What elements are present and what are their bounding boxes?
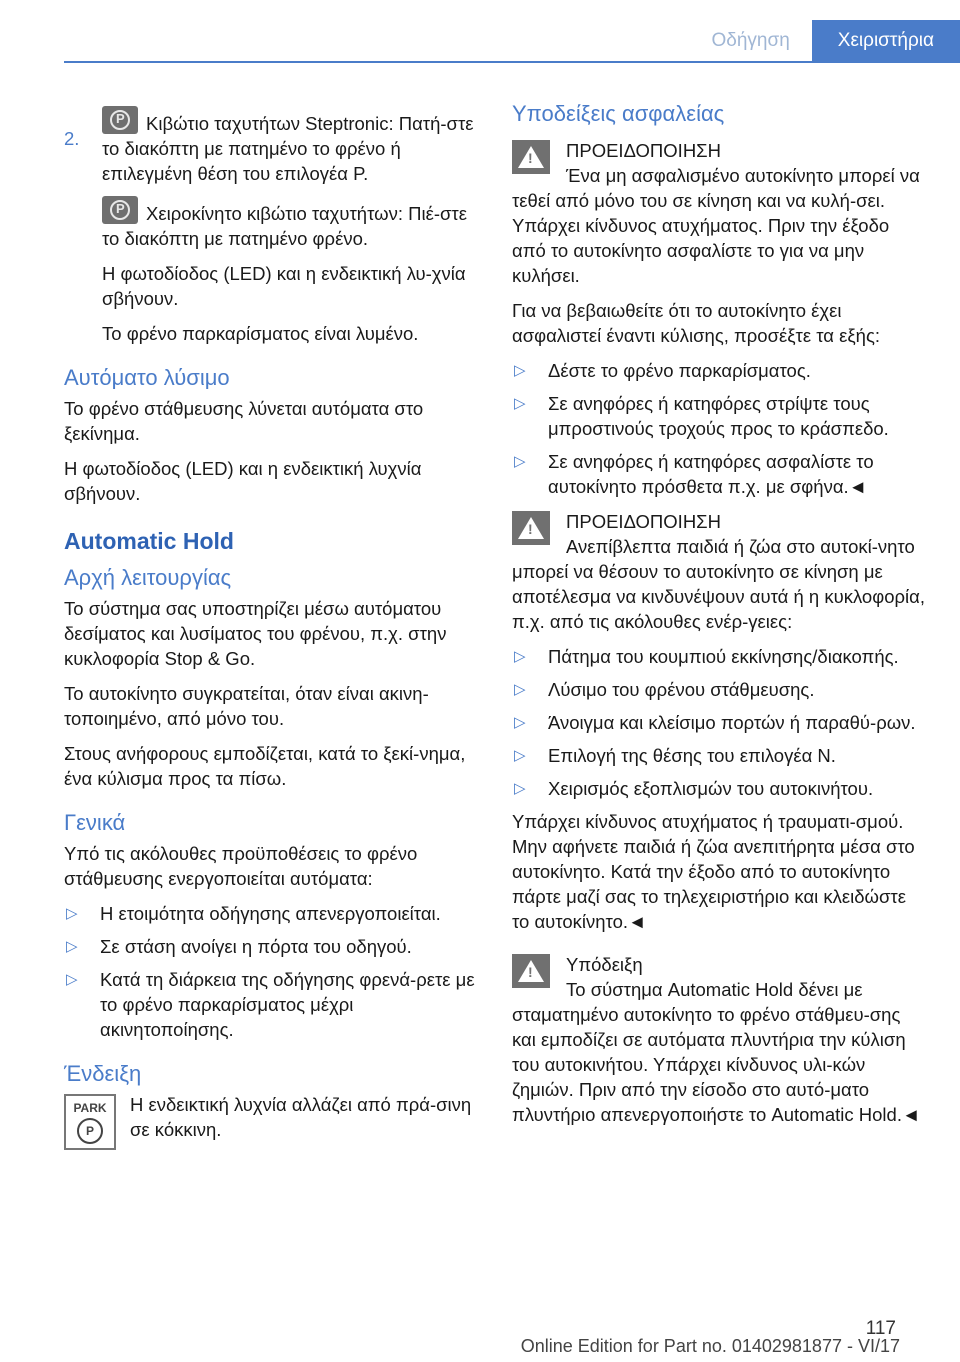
list-item: ▷ Λύσιμο του φρένου στάθμευσης. [514, 679, 815, 700]
function-text-3: Στους ανήφορους εμποδίζεται, κατά το ξεκί-νημα, ένα κύλισμα προς τα πίσω. [64, 743, 466, 789]
warning-title: ΠΡΟΕΙΔΟΠΟΙΗΣΗ [566, 511, 721, 532]
triangle-bullet-icon: ▷ [66, 971, 78, 988]
header-tabs [689, 20, 960, 61]
triangle-bullet-icon: ▷ [514, 395, 526, 412]
triangle-bullet-icon: ▷ [514, 362, 526, 379]
tab-driving[interactable]: Οδήγηση [689, 20, 811, 61]
triangle-bullet-icon: ▷ [514, 780, 526, 797]
warning-block-2 [512, 509, 928, 634]
park-indicator-icon: PARK P [64, 1094, 116, 1150]
list-item: ▷ Δέστε το φρένο παρκαρίσματος. [514, 360, 811, 381]
page-number: 117 [865, 1318, 896, 1339]
warning-text: Ανεπίβλεπτα παιδιά ή ζώα στο αυτοκί-νητο μπορεί να θέσουν το αυτοκίνητο σε κίνηση με αποτέλεσμα να κινδυνέψουν αυτά ή η κυκλοφορία, π.χ. από τις ακόλουθες ενέρ-γειες: [512, 536, 925, 632]
children-warning-text: Υπάρχει κίνδυνος ατυχήματος ή τραυματι-σμού. Μην αφήνετε παιδιά ή ζώα ανεπιτήρητα μέσα στο αυτοκίνητο. Κατά την έξοδο από το αυτοκίνητο πάρτε μαζί σας το τηλεχειριστήριο και κλειδώστε το αυτοκίνητο.◄ [512, 811, 915, 932]
triangle-bullet-icon: ▷ [514, 681, 526, 698]
function-text-2: Το αυτοκίνητο συγκρατείται, όταν είναι ακινη-τοποιημένο, από μόνο του. [64, 683, 429, 729]
note-block [512, 952, 928, 1127]
heading-indicator: Ένδειξη [64, 1061, 142, 1086]
note-text: Το σύστημα Automatic Hold δένει με σταματημένο αυτοκίνητο το φρένο στάθμευ-σης και εμποδίζει σε αυτόματα πλυντήρια την κύλιση του αυτοκινήτου. Υπάρχει κίνδυνος υλι-κών ζημιών. Πριν από την είσοδο στο αυτό-ματο πλυντήριο απενεργοποιήστε το Automatic Hold.◄ [512, 979, 921, 1125]
warning-icon [512, 140, 550, 174]
note-title: Υπόδειξη [566, 954, 643, 975]
auto-release-text-2: Η φωτοδίοδος (LED) και η ενδεικτική λυχνία σβήνουν. [64, 458, 422, 504]
warning-title: ΠΡΟΕΙΔΟΠΟΙΗΣΗ [566, 140, 721, 161]
heading-function: Αρχή λειτουργίας [64, 565, 232, 590]
right-column [512, 100, 928, 1137]
step-2 [64, 106, 476, 346]
indicator-block [64, 1092, 476, 1142]
warning-block-1 [512, 138, 928, 288]
safety-bullet-list [512, 358, 928, 499]
warning-icon [512, 954, 550, 988]
tab-controls[interactable]: Χειριστήρια [812, 20, 960, 61]
list-item: ▷ Σε στάση ανοίγει η πόρτα του οδηγού. [66, 936, 412, 957]
triangle-bullet-icon: ▷ [514, 747, 526, 764]
parking-brake-switch-icon [102, 106, 138, 134]
function-text-1: Το σύστημα σας υποστηρίζει μέσω αυτόματου δεσίματος και λυσίματος του φρένου, π.χ. στην κυκλοφορία Stop & Go. [64, 598, 447, 669]
step-manual: PΧειροκίνητο κιβώτιο ταχυτήτων: Πιέ-στε το διακόπτη με πατημένο φρένο. [102, 196, 476, 251]
warning-text: Ένα μη ασφαλισμένο αυτοκίνητο μπορεί να τεθεί από μόνο του σε κίνηση και να κυλή-σει. Υπάρχει κίνδυνος ατυχήματος. Πριν την έξοδο από το αυτοκίνητο ασφαλίστε το για να μην κυλήσει. [512, 165, 920, 286]
triangle-bullet-icon: ▷ [514, 453, 526, 470]
heading-general: Γενικά [64, 810, 126, 835]
general-bullet-list [64, 901, 476, 1042]
list-item: ▷ Σε ανηφόρες ή κατηφόρες ασφαλίστε το αυτοκίνητο πρόσθετα π.χ. με σφήνα.◄ [514, 451, 874, 497]
triangle-bullet-icon: ▷ [66, 905, 78, 922]
footer-edition: Online Edition for Part no. 01402981877 - VI/17 [520, 1336, 900, 1356]
indicator-text: Η ενδεικτική λυχνία αλλάζει από πρά-σινη σε κόκκινη. [130, 1094, 472, 1140]
list-item: ▷ Σε ανηφόρες ή κατηφόρες στρίψτε τους μπροστινούς τροχούς προς το κράσπεδο. [514, 393, 889, 439]
heading-automatic-hold: Automatic Hold [64, 528, 234, 554]
step-led-off: Η φωτοδίοδος (LED) και η ενδεικτική λυ-χνία σβήνουν. [102, 263, 466, 309]
triangle-bullet-icon: ▷ [514, 714, 526, 731]
children-bullet-list [512, 644, 928, 801]
triangle-bullet-icon: ▷ [514, 648, 526, 665]
safety-intro-text: Για να βεβαιωθείτε ότι το αυτοκίνητο έχει ασφαλιστεί έναντι κύλισης, προσέξτε τα εξής: [512, 300, 880, 346]
list-item: ▷ Η ετοιμότητα οδήγησης απενεργοποιείται. [66, 903, 441, 924]
list-item: ▷ Επιλογή της θέσης του επιλογέα N. [514, 745, 836, 766]
triangle-bullet-icon: ▷ [66, 938, 78, 955]
step-brake-released: Το φρένο παρκαρίσματος είναι λυμένο. [102, 323, 419, 344]
heading-safety: Υποδείξεις ασφαλείας [512, 101, 725, 126]
auto-release-text-1: Το φρένο στάθμευσης λύνεται αυτόματα στο ξεκίνημα. [64, 398, 424, 444]
general-text: Υπό τις ακόλουθες προϋποθέσεις το φρένο στάθμευσης ενεργοποιείται αυτόματα: [64, 843, 418, 889]
step-number: 2. [64, 128, 80, 149]
list-item: ▷ Άνοιγμα και κλείσιμο πορτών ή παραθύ-ρων. [514, 712, 916, 733]
warning-icon [512, 511, 550, 545]
list-item: ▷ Κατά τη διάρκεια της οδήγησης φρενά-ρετε με το φρένο παρκαρίσματος μέχρι ακινητοποίησης. [66, 969, 475, 1040]
step-steptronic: PΚιβώτιο ταχυτήτων Steptronic: Πατή-στε το διακόπτη με πατημένο το φρένο ή επιλεγμένη θέση του επιλογέα P. [102, 106, 476, 186]
parking-brake-switch-icon [102, 196, 138, 224]
heading-auto-release: Αυτόματο λύσιμο [64, 365, 230, 390]
header-rule [64, 61, 960, 63]
list-item: ▷ Χειρισμός εξοπλισμών του αυτοκινήτου. [514, 778, 874, 799]
list-item: ▷ Πάτημα του κουμπιού εκκίνησης/διακοπής. [514, 646, 899, 667]
left-column [64, 100, 476, 1152]
